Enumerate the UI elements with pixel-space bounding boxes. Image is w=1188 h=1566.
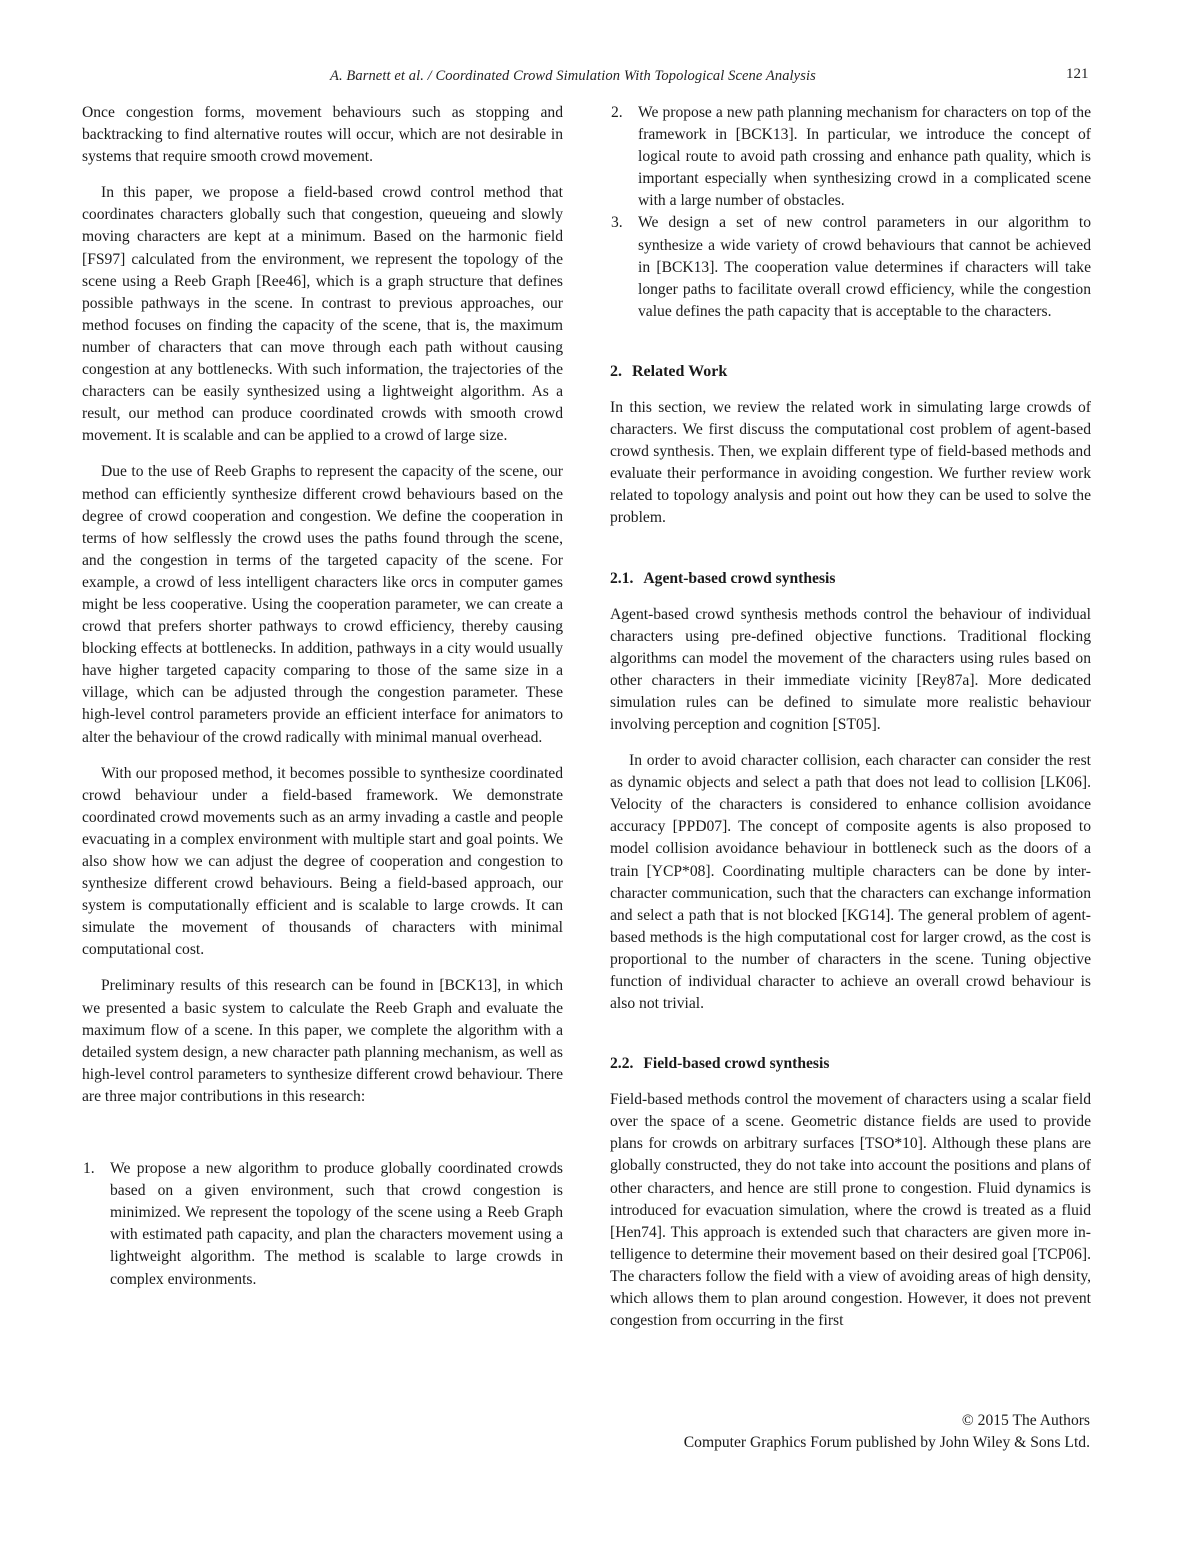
paragraph: Due to the use of Reeb Graphs to represent the capacity of the scene, our method can efficiently synthesize different crowd behaviours based on the degree of crowd cooperation and congestion. We define the cooperation in terms of how selflessly the crowd uses the paths found through the scene, and the congestion in terms of the targeted capacity of the scene. For example, a crowd of less intelligent characters like orcs in computer games might be less cooperative. Using the cooperation parameter, we can create a crowd that prefers shorter pathways to crowd efficiency, thereby causing blocking effects at bottlenecks. In addition, pathways in a city would usually have higher targeted capacity comparing to those of the same size in a village, which can be adjusted through the congestion parameter. These high-level control parameters provide an efficient interface for animators to alter the behaviour of the crowd radically with minimal manual overhead. bbox=[82, 463, 563, 746]
list-item bbox=[610, 212, 1091, 322]
list-item-text: We design a set of new control parameters in our algorithm to synthesize a wide variety of crowd behaviours that cannot be achieved in [BCK13]. The cooperation value determines if characters will take longer paths to facilitate overall crowd efficiency, while the congestion value defines the path capacity that is acceptable to the characters. bbox=[638, 214, 1091, 320]
section-heading bbox=[610, 361, 1091, 383]
contribution-list-continued bbox=[610, 102, 1091, 323]
running-head: A. Barnett et al. / Coordinated Crowd Simulation With Topological Scene Analysis bbox=[330, 68, 816, 84]
subsection-number: 2.1. bbox=[610, 569, 634, 587]
list-item bbox=[610, 102, 1091, 212]
list-item-text: We propose a new path planning mechanism for characters on top of the framework in [BCK13]. In particular, we introduce the concept of logical route to avoid path crossing and enhance path quality, which is important especially when synthesizing crowd in a complicated scene with a large number of obstacles. bbox=[638, 104, 1091, 210]
list-item-number: 2. bbox=[611, 104, 623, 121]
list-item bbox=[82, 1158, 563, 1291]
paragraph: In this paper, we propose a field-based crowd control method that coordinates characters globally such that congestion, queueing and slowly moving characters are kept at a minimum. Based on the harmonic field [FS97] calculated from the environment, we represent the topology of the scene using a Reeb Graph [Ree46], which is a graph structure that defines possible pathways in the scene. In contrast to previous approaches, our method focuses on finding the capacity of the scene, that is, the maximum number of characters that can move through each path without causing congestion at any bottlenecks. With such information, the trajectories of the characters can be easily synthesized using a lightweight algorithm. As a result, our method can produce coordinated crowds with smooth crowd movement. It is scalable and can be applied to a crowd of large size. bbox=[82, 184, 563, 445]
paragraph: Once congestion forms, movement behaviours such as stopping and backtracking to find alternative routes will occur, which are not desirable in systems that require smooth crowd movement. bbox=[82, 104, 563, 166]
list-item-text: We propose a new algorithm to produce globally coordinated crowds based on a given environment, such that crowd congestion is minimized. We represent the topology of the scene using a Reeb Graph with estimated path capacity, and plan the characters movement using a lightweight algorithm. The method is scalable to large crowds in complex environments. bbox=[110, 1160, 563, 1288]
paragraph: With our proposed method, it becomes possible to synthesize coordinated crowd behaviour under a field-based framework. We demonstrate coordinated crowd movements such as an army invading a castle and people evacuating in a complex environment with multiple start and goal points. We also show how we can adjust the degree of cooperation and congestion to synthesize different crowd behaviours. Being a field-based approach, our system is computationally efficient and is scalable to large crowds. It can simulate the movement of thousands of characters with minimal computational cost. bbox=[82, 764, 563, 959]
list-item-number: 3. bbox=[611, 214, 623, 232]
subsection-heading bbox=[610, 568, 1091, 590]
paragraph: In order to avoid character collision, each character can consider the rest as dynamic objects and select a path that does not lead to collision [LK06]. Velocity of the characters is considered to enhance collision avoidance accuracy [PPD07]. The concept of composite agents is also proposed to model collision avoidance behaviour in bottleneck such as the doors of a train [YCP*08]. Coordinating multiple characters can be done by inter-character communication, such that the characters can exchange information and select a path that is not blocked [KG14]. The general problem of agent-based methods is the high computational cost for larger crowd, as the cost is proportional to the number of characters in the scene. Tuning objective function of individual character to achieve an overall crowd behaviour is also not trivial. bbox=[610, 752, 1091, 1013]
subsection-heading bbox=[610, 1053, 1091, 1075]
right-column bbox=[610, 102, 1091, 1332]
subsection-title: Agent-based crowd synthesis bbox=[643, 569, 836, 587]
publisher-line: Computer Graphics Forum published by John Wiley & Sons Ltd. bbox=[683, 1434, 1090, 1451]
paragraph: In this section, we review the related work in simulating large crowds of characters. We first discuss the computational cost problem of agent-based crowd synthesis. Then, we explain different type of field-based methods and evaluate their performance in avoiding congestion. We further review work related to topology analysis and point out how they can be used to solve the problem. bbox=[610, 398, 1091, 527]
paragraph: Preliminary results of this research can be found in [BCK13], in which we presented a basic system to calculate the Reeb Graph and evaluate the maximum flow of a scene. In this paper, we complete the algorithm with a detailed system design, a new character path planning mechanism, as well as high-level control parameters to synthesize different crowd behaviour. There are three major contributions in this research: bbox=[82, 977, 563, 1105]
subsection-number: 2.2. bbox=[610, 1055, 634, 1073]
paragraph: Field-based methods control the movement of characters using a scalar field over the space of a scene. Geometric distance fields are used to provide plans for crowds on arbitrary surfaces [TSO*10]. Although these plans are globally constructed, they do not take into account the positions and plans of other characters, and hence are still prone to congestion. Fluid dynamics is introduced for evacuation simulation, where the crowd is treated as a fluid [Hen74]. This approach is extended such that characters are given more intelligence to determine their movement based on their desired goal [TCP06]. The characters follow the field with a view of avoiding areas of high density, which allows them to plan around congestion. However, it does not prevent congestion from occurring in the first bbox=[610, 1091, 1091, 1330]
section-title: Related Work bbox=[632, 362, 728, 380]
list-item-number: 1. bbox=[83, 1160, 95, 1178]
copyright-line: © 2015 The Authors bbox=[961, 1412, 1090, 1429]
copyright-footer bbox=[600, 1410, 1090, 1454]
contribution-list bbox=[82, 1158, 563, 1291]
left-column bbox=[82, 102, 563, 1291]
subsection-title: Field-based crowd synthesis bbox=[643, 1055, 830, 1073]
section-number: 2. bbox=[610, 362, 622, 380]
page-number: 121 bbox=[1066, 66, 1089, 82]
paragraph: Agent-based crowd synthesis methods control the behaviour of individual characters using pre-defined objective functions. Traditional flocking algorithms can model the movement of the characters using rules based on other characters in their immediate vicinity [Rey87a]. More dedicated simulation rules can be defined to simulate more realistic behaviour involving perception and cognition [ST05]. bbox=[610, 605, 1091, 733]
